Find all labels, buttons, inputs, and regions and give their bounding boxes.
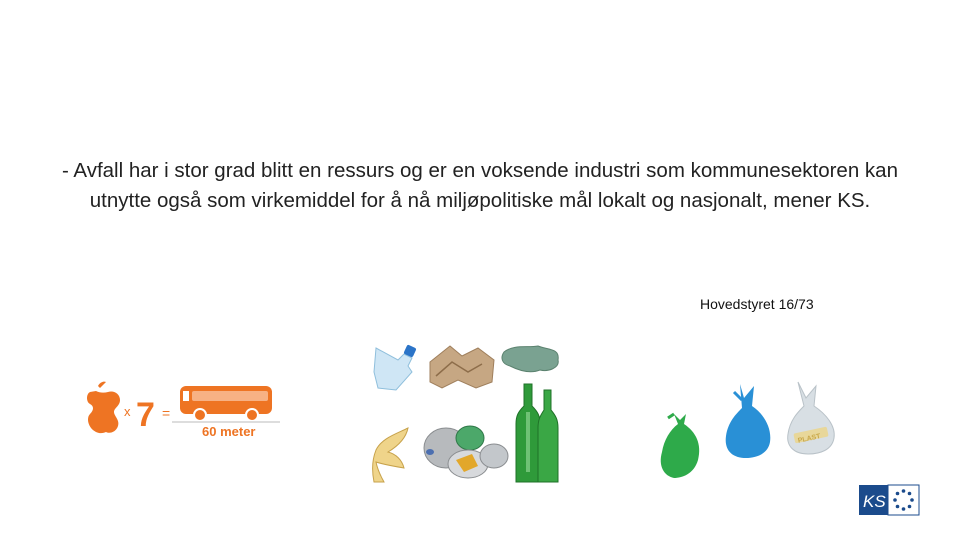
bus-icon — [172, 386, 280, 422]
banana-peel-icon — [373, 428, 408, 482]
plastic-bottle-icon — [374, 344, 417, 390]
apple-core-icon — [87, 382, 120, 434]
multiplier-x: x — [124, 404, 131, 419]
source-caption: Hovedstyret 16/73 — [700, 296, 814, 312]
food-waste-infographic — [84, 380, 294, 442]
ks-logo — [859, 485, 919, 515]
plastic-film-icon — [502, 346, 558, 372]
recycling-materials-photo — [372, 342, 566, 482]
cardboard-icon — [430, 346, 494, 388]
ks-logo-text: KS — [863, 492, 886, 511]
quote-text: - Avfall har i stor grad blitt en ressurs og er en voksende industri som kommunesektoren kan utnytte også som virkemiddel for å nå miljøpolitiske mål lokalt og nasjonalt, mener KS. — [62, 159, 898, 212]
green-bag-icon — [661, 414, 699, 478]
white-plastic-bag-icon — [788, 382, 835, 454]
multiplier-count: 7 — [136, 396, 155, 434]
distance-label: 60 meter — [202, 424, 256, 439]
waste-bags-illustration — [660, 378, 850, 482]
metal-cans-icon — [424, 426, 508, 478]
bag-label: PLAST — [797, 433, 822, 445]
equals-sign: = — [162, 405, 171, 421]
blue-bag-icon — [726, 384, 771, 458]
green-glass-bottles-icon — [516, 384, 558, 482]
